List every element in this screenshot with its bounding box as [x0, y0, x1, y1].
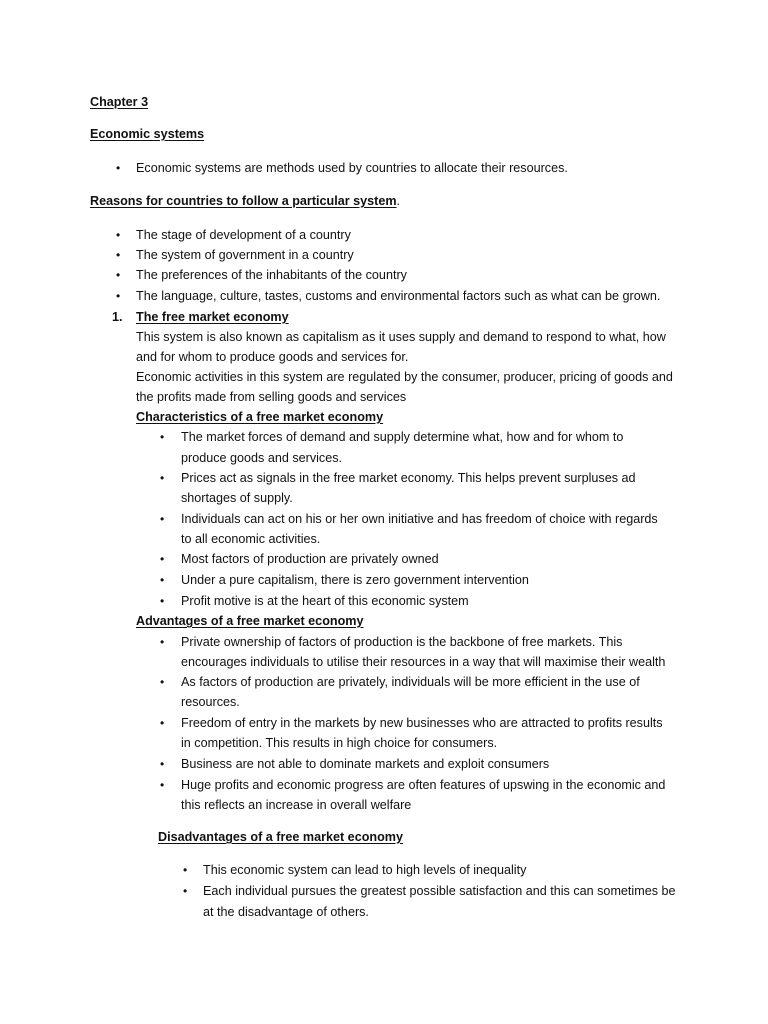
- bullet-icon: •: [116, 228, 121, 242]
- characteristic-item-cont: shortages of supply.: [181, 491, 293, 505]
- advantage-item: Business are not able to dominate markets and exploit consumers: [181, 757, 550, 771]
- characteristics-heading: Characteristics of a free market economy: [136, 410, 384, 424]
- disadvantage-item: This economic system can lead to high levels of inequality: [203, 863, 527, 877]
- characteristic-item-cont: to all economic activities.: [181, 532, 321, 546]
- section-title: Economic systems: [90, 127, 205, 141]
- bullet-icon: •: [160, 757, 165, 771]
- reason-item: The system of government in a country: [136, 248, 354, 262]
- bullet-icon: •: [116, 289, 121, 303]
- bullet-icon: •: [160, 635, 165, 649]
- advantage-item: As factors of production are privately, individuals will be more efficient in the use of: [181, 675, 640, 689]
- bullet-icon: •: [160, 573, 165, 587]
- disadvantages-heading: Disadvantages of a free market economy: [158, 830, 403, 844]
- characteristic-item: Most factors of production are privately owned: [181, 552, 439, 566]
- bullet-icon: •: [160, 552, 165, 566]
- characteristic-item: The market forces of demand and supply determine what, how and for whom to: [181, 430, 624, 444]
- reason-item: The preferences of the inhabitants of the country: [136, 268, 407, 282]
- characteristic-item: Individuals can act on his or her own initiative and has freedom of choice with regards: [181, 512, 658, 526]
- bullet-icon: •: [160, 512, 165, 526]
- bullet-icon: •: [160, 471, 165, 485]
- advantage-item-cont: encourages individuals to utilise their resources in a way that will maximise their wealth: [181, 655, 666, 669]
- disadvantage-item: Each individual pursues the greatest possible satisfaction and this can sometimes be: [203, 884, 676, 898]
- bullet-icon: •: [160, 716, 165, 730]
- advantage-item-cont: resources.: [181, 695, 240, 709]
- bullet-icon: •: [116, 268, 121, 282]
- paragraph-line: and for whom to produce goods and services for.: [136, 350, 409, 364]
- reasons-heading-period: .: [396, 194, 401, 208]
- bullet-icon: •: [116, 248, 121, 262]
- paragraph-line: the profits made from selling goods and services: [136, 390, 407, 404]
- advantage-item-cont: in competition. This results in high choice for consumers.: [181, 736, 498, 750]
- section-number: 1.: [112, 310, 123, 324]
- reason-item: The language, culture, tastes, customs and environmental factors such as what can be grown.: [136, 289, 661, 303]
- advantage-item: Private ownership of factors of production is the backbone of free markets. This: [181, 635, 623, 649]
- advantage-item: Freedom of entry in the markets by new businesses who are attracted to profits results: [181, 716, 663, 730]
- reason-item: The stage of development of a country: [136, 228, 351, 242]
- reasons-heading: Reasons for countries to follow a particular system: [90, 194, 397, 208]
- bullet-icon: •: [116, 161, 121, 175]
- bullet-icon: •: [160, 778, 165, 792]
- advantage-item: Huge profits and economic progress are often features of upswing in the economic and: [181, 778, 666, 792]
- reasons-heading-line: [90, 193, 400, 209]
- characteristic-item: Prices act as signals in the free market economy. This helps prevent surpluses ad: [181, 471, 636, 485]
- bullet-icon: •: [160, 594, 165, 608]
- disadvantage-item-cont: at the disadvantage of others.: [203, 905, 369, 919]
- paragraph-line: This system is also known as capitalism as it uses supply and demand to respond to what, how: [136, 330, 666, 344]
- bullet-icon: •: [160, 675, 165, 689]
- intro-bullet-text: Economic systems are methods used by countries to allocate their resources.: [136, 161, 568, 175]
- paragraph-line: Economic activities in this system are regulated by the consumer, producer, pricing of goods and: [136, 370, 673, 384]
- characteristic-item: Profit motive is at the heart of this economic system: [181, 594, 469, 608]
- free-market-heading: The free market economy: [136, 310, 289, 324]
- chapter-label: Chapter 3: [90, 95, 149, 109]
- bullet-icon: •: [183, 863, 188, 877]
- bullet-icon: •: [183, 884, 188, 898]
- advantage-item-cont: this reflects an increase in overall welfare: [181, 798, 412, 812]
- bullet-icon: •: [160, 430, 165, 444]
- characteristic-item-cont: produce goods and services.: [181, 451, 343, 465]
- advantages-heading: Advantages of a free market economy: [136, 614, 364, 628]
- characteristic-item: Under a pure capitalism, there is zero government intervention: [181, 573, 529, 587]
